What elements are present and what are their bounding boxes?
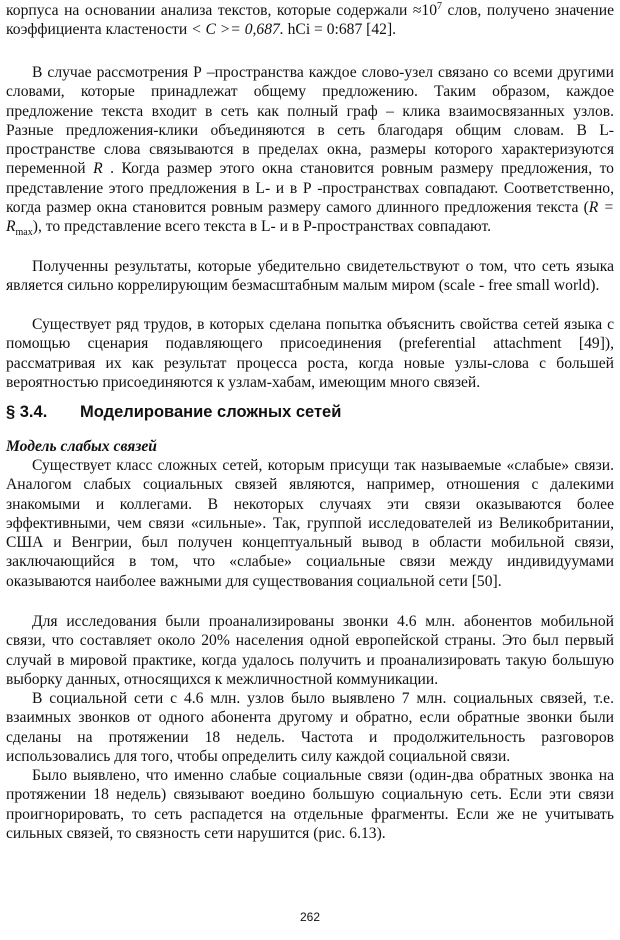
paragraph-conclusion: Было выявлено, что именно слабые социальные связи (один-два обратных звонка на протяжении 18 недель) связывают воедино большую социальную сеть. Если эти связи проигнорировать, то сеть распадется на отдельные фрагменты. Если же не учитывать сильных связей, то связность сети нарушится (рис. 6.13). — [6, 767, 614, 842]
paragraph-social-network: В социальной сети с 4.6 млн. узлов было выявлено 7 млн. социальных связей, т.е. взаимных звонков от одного абонента другому и обратно, если обратные звонки были сделаны на протяжении 18 недель. Частота и продолжительность разговоров использовались для того, чтобы определить силу каждой социальной связи. — [6, 690, 614, 765]
text-run: . Когда размер этого окна становится ровным размеру предложения, то представление этого предложения в L- и в Р -пространствах совпадают. Соответственно, когда размер окна становится ровным размеру самого длинного предложения текста ( — [6, 160, 614, 217]
paragraph-preferential-attachment: Существует ряд трудов, в которых сделана попытка объяснить свойства сетей языка с помощью сценария подавляющего присоединения (preferential attachment [49]), рассматривая их как результат процесса роста, когда новые узлы-слова с большей вероятностью присоединяются к узлам-хабам, имеющим много связей. — [6, 316, 614, 391]
section-heading — [6, 401, 614, 423]
subscript-max: max — [15, 227, 33, 239]
paragraph-p-space — [6, 63, 614, 237]
section-number: § 3.4. — [6, 403, 48, 421]
text-run: слов, получено значение коэффициента кластености — [6, 2, 614, 39]
paragraph-corpus-clustering — [6, 1, 614, 40]
paragraph-mobile-study: Для исследования были проанализированы звонки 4.6 млн. абонентов мобильной связи, что составляет около 20% населения одной европейской страны. Это был первый случай в мировой практике, когда удалось получить и проанализировать такую большую выборку данных, относящихся к межличностной коммуникации. — [6, 613, 614, 688]
equation-r-max: R = R — [6, 199, 614, 236]
text-run: В случае рассмотрения Р –пространства каждое слово-узел связано со всеми другими словами, которые принадлежат общему предложению. Таким образом, каждое предложение текста входит в сеть как полный граф – клика взаимосвязанных узлов. Разные предложения-клики объединяются в сеть благодаря общим словам. В L-пространстве слова связываются в пределах окна, размеры которого характеризуются переменной — [6, 64, 614, 178]
power-base: 10 — [421, 2, 438, 19]
clustering-formula: < C >= 0,687. — [191, 21, 284, 39]
text-run: ), то представление всего текста в L- и в Р-пространствах совпадают. — [32, 218, 491, 236]
variable-r: R — [93, 160, 103, 178]
subheading-weak-ties: Модель слабых связей — [6, 438, 157, 455]
page-number: 262 — [299, 910, 321, 924]
approx-symbol: ≈ — [412, 2, 422, 19]
section-title: Моделирование сложных сетей — [80, 403, 342, 421]
text-run: корпуса на основании анализа текстов, которые содержали — [6, 2, 413, 19]
paragraph-weak-ties: Существует класс сложных сетей, которым присущи так называемые «слабые» связи. Аналогом слабых социальных связей являются, например, отношения с далекими знакомыми и коллегами. В некоторых случаях эти связи оказываются более эффективными, чем связи «сильные». Так, группой исследователей из Великобритании, США и Венгрии, был получен концептуальный вывод в области мобильной связи, заключающийся в том, что «слабые» социальные связи между индивидуумами оказываются наиболее важными для существования социальной сети [50]. — [6, 457, 614, 590]
paragraph-results: Полученны результаты, которые убедительно свидетельствуют о том, что сеть языка является сильно коррелирующим безмасштабным малым миром (scale - free small world). — [6, 258, 614, 295]
power-exponent: 7 — [437, 0, 443, 12]
text-run: hCi = 0:687 [42]. — [283, 21, 397, 39]
